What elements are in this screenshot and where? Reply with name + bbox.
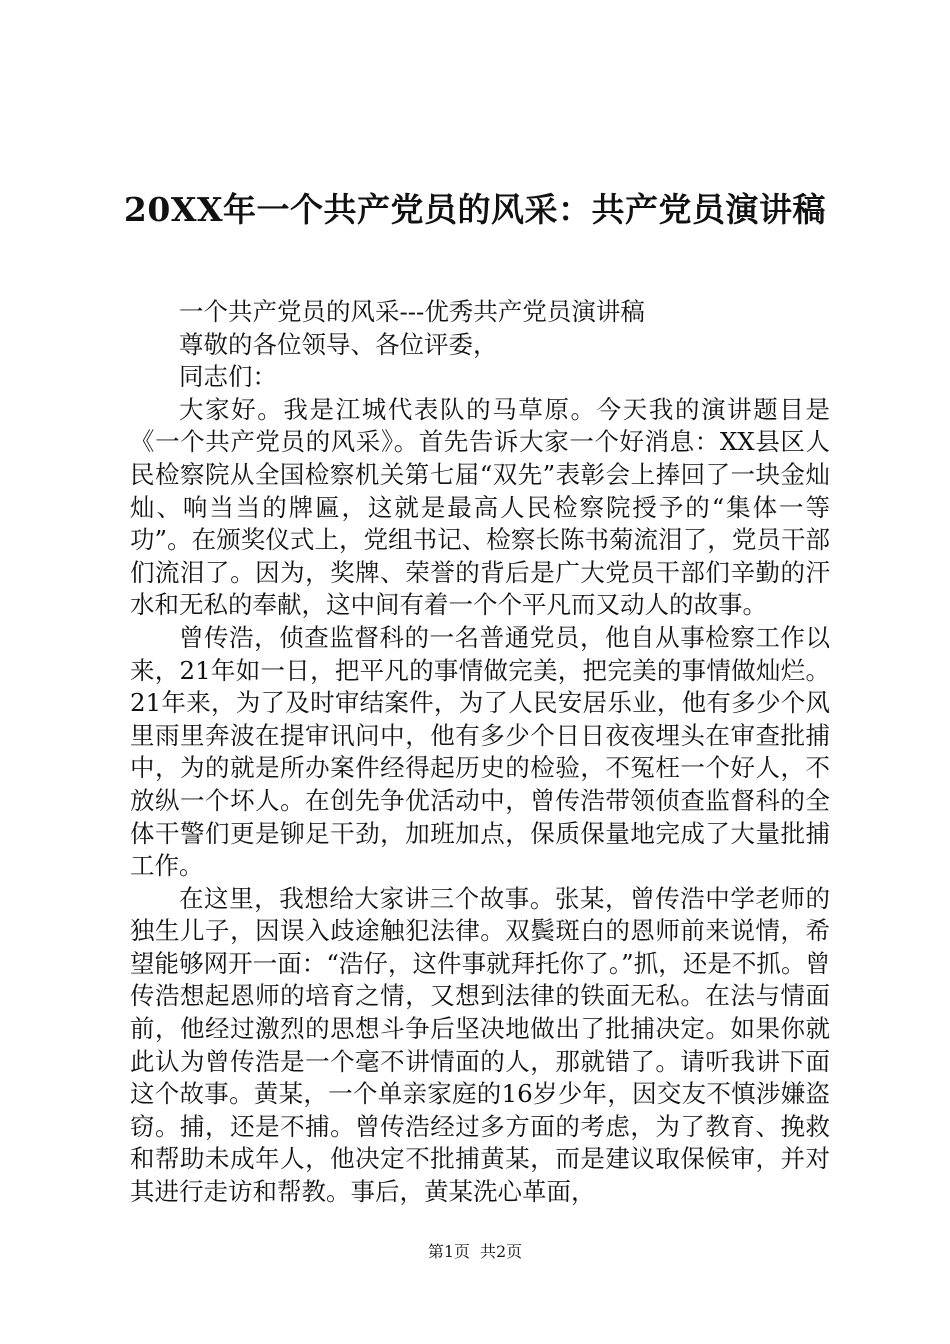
paragraph-zeng-chuanhao: 曾传浩，侦查监督科的一名普通党员，他自从事检察工作以来，21年如一日，把平凡的事情做完美，把完美的事情做灿烂。21年来，为了及时审结案件，为了人民安居乐业，他有多少个风里雨里奔波在提审讯问中，他有多少个日日夜夜埋头在审查批捕中，为的就是所办案件经得起历史的检验，不冤枉一个好人，不放纵一个坏人。在创先争优活动中，曾传浩带领侦查监督科的全体干警们更是铆足干劲，加班加点，保质保量地完成了大量批捕工作。	[130, 622, 830, 881]
paragraph-greeting: 同志们：	[179, 362, 277, 392]
paragraph-intro: 大家好。我是江城代表队的马草原。今天我的演讲题目是《一个共产党员的风采》。首先告诉大家一个好消息：XX县区人民检察院从全国检察机关第七届“双先”表彰会上捧回了一块金灿灿、响当当的牌匾，这就是最高人民检察院授予的“集体一等功”。在颁奖仪式上，党组书记、检察长陈书菊流泪了，党员干部们流泪了。因为，奖牌、荣誉的背后是广大党员干部们辛勤的汗水和无私的奉献，这中间有着一个个平凡而又动人的故事。	[130, 394, 830, 620]
paragraph-stories: 在这里，我想给大家讲三个故事。张某，曾传浩中学老师的独生儿子，因误入歧途触犯法律。双鬓斑白的恩师前来说情，希望能够网开一面：“浩仔，这件事就拜托你了。”抓，还是不抓。曾传浩想起恩师的培育之情，又想到法律的铁面无私。在法与情面前，他经过激烈的思想斗争后坚决地做出了批捕决定。如果你就此认为曾传浩是一个毫不讲情面的人，那就错了。请听我讲下面这个故事。黄某，一个单亲家庭的16岁少年，因交友不慎涉嫌盗窃。捕，还是不捕。曾传浩经过多方面的考虑，为了教育、挽救和帮助未成年人，他决定不批捕黄某，而是建议取保候审，并对其进行走访和帮教。事后，黄某洗心革面，	[130, 883, 830, 1207]
page-number: 第1页	[427, 1242, 470, 1261]
paragraph-subtitle: 一个共产党员的风采---优秀共产党员演讲稿	[179, 297, 645, 326]
document-title: 20XX年一个共产党员的风采：共产党员演讲稿	[123, 190, 827, 229]
document-body	[130, 296, 830, 1209]
paragraph-salutation: 尊敬的各位领导、各位评委，	[179, 329, 498, 359]
page-footer	[0, 1242, 950, 1262]
page-total: 共2页	[480, 1242, 523, 1261]
